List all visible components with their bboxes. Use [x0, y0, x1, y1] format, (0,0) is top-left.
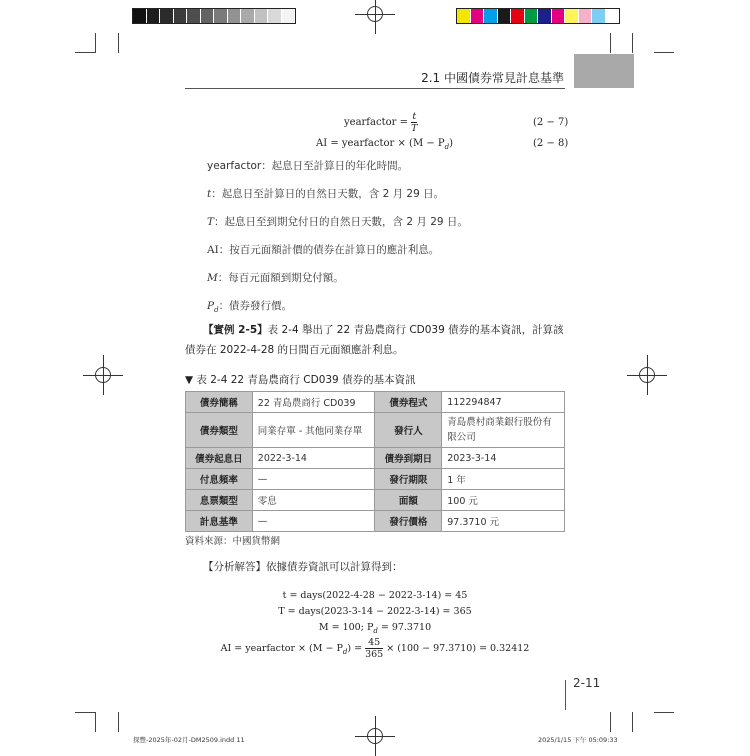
calibration-swatch	[147, 9, 161, 23]
crop-mark	[95, 33, 96, 53]
table-source: 資料來源：中國貨幣網	[185, 536, 281, 547]
crop-mark	[95, 712, 96, 732]
table-cell: 112294847	[442, 392, 565, 413]
definition-symbol: yearfactor	[207, 160, 262, 172]
table-row	[186, 469, 565, 490]
calibration-swatch	[214, 9, 228, 23]
definition-text: ：每百元面額到期兌付額。	[217, 272, 344, 284]
example-text-1: 表 2-4 舉出了 22 青島農商行 CD039 債券的基本資訊，計算該	[267, 324, 564, 336]
bond-info-table	[185, 391, 565, 532]
fraction-numerator: 45	[365, 637, 383, 649]
calibration-swatch	[525, 9, 539, 23]
definition-text: ：按百元面額計價的債券在計算日的應計利息。	[218, 244, 440, 256]
fraction-denominator: 365	[365, 649, 384, 660]
table-header-cell: 息票類型	[186, 490, 253, 511]
crop-mark	[632, 33, 633, 53]
analysis-label: 【分析解答】依據債券資訊可以計算得到：	[203, 561, 403, 573]
table-row	[186, 392, 565, 413]
table-header-cell: 債券類型	[186, 413, 253, 448]
table-cell: 同業存單 - 其他同業存單	[252, 413, 375, 448]
fraction-numerator: t	[412, 111, 417, 122]
fraction	[365, 637, 383, 660]
crop-mark	[632, 712, 633, 732]
table-cell: 97.3710 元	[442, 511, 565, 532]
calibration-swatch	[579, 9, 593, 23]
calc-line-T: T = days(2023-3-14 − 2022-3-14) = 365	[278, 606, 472, 617]
formula-lhs: yearfactor =	[344, 117, 408, 128]
definition-symbol: P	[207, 300, 215, 312]
calibration-swatch	[241, 9, 255, 23]
definition-symbol: M	[207, 272, 218, 284]
calibration-swatch	[174, 9, 188, 23]
table-cell: 2022-3-14	[252, 448, 375, 469]
table-header-cell: 付息頻率	[186, 469, 253, 490]
table-row	[186, 490, 565, 511]
crop-mark	[610, 33, 611, 53]
registration-mark-left	[83, 355, 123, 395]
definition-T	[207, 214, 468, 229]
table-cell: —	[252, 469, 375, 490]
header-rule	[185, 88, 565, 89]
crop-mark	[118, 33, 119, 53]
calc-line-AI	[0, 637, 750, 660]
footer-file-info: 探豐-2025年-02月-DM2509.indd 11	[133, 736, 245, 744]
calibration-swatch	[255, 9, 269, 23]
formula-2-8	[316, 138, 453, 151]
crop-mark	[610, 712, 611, 732]
example-paragraph	[185, 320, 564, 360]
calc-mid: ) =	[347, 643, 363, 654]
calc-line-t: t = days(2022-4-28 − 2022-3-14) = 45	[282, 590, 468, 601]
table-caption: ▼ 表 2-4 22 青島農商行 CD039 債券的基本資訊	[185, 374, 416, 386]
definition-Pd	[207, 298, 292, 314]
example-label: 【實例 2-5】	[203, 324, 268, 336]
table-header-cell: 發行期限	[375, 469, 442, 490]
chapter-tab	[574, 54, 634, 88]
color-calibration-bar	[456, 8, 620, 24]
calc-subscript: d	[342, 647, 348, 656]
definition-subscript: d	[214, 306, 219, 315]
calc-rhs: × (100 − 97.3710) = 0.32412	[386, 643, 530, 654]
crop-mark	[654, 52, 674, 53]
definition-symbol: T	[207, 216, 215, 228]
formula-2-7	[344, 111, 417, 134]
definition-text: ：債券發行價。	[218, 300, 293, 312]
calc-subscript: d	[373, 626, 378, 635]
crop-mark	[118, 712, 119, 732]
calibration-swatch	[268, 9, 282, 23]
table-row	[186, 448, 565, 469]
table-cell: —	[252, 511, 375, 532]
table-header-cell: 發行價格	[375, 511, 442, 532]
definition-symbol: t	[207, 188, 212, 200]
table-cell: 1 年	[442, 469, 565, 490]
table-header-cell: 發行人	[375, 413, 442, 448]
table-cell: 100 元	[442, 490, 565, 511]
calibration-swatch	[498, 9, 512, 23]
table-cell: 2023-3-14	[442, 448, 565, 469]
crop-mark	[75, 712, 95, 713]
example-line-2: 債券在 2022-4-28 的日間百元面額應計利息。	[185, 344, 404, 356]
crop-mark	[654, 712, 674, 713]
calc-text-end: = 97.3710	[377, 622, 432, 633]
definition-yearfactor	[207, 158, 408, 173]
definition-text: ：起息日至計算日的年化時間。	[261, 160, 409, 172]
page-number-rule	[565, 680, 566, 710]
formula-subscript: d	[444, 143, 450, 151]
calibration-swatch	[282, 9, 296, 23]
crop-mark	[75, 52, 95, 53]
calc-text: M = 100; P	[318, 622, 374, 633]
table-header-cell: 面額	[375, 490, 442, 511]
equation-number: (2 − 8)	[533, 138, 569, 149]
calc-lhs: AI = yearfactor × (M − P	[220, 643, 343, 654]
formula-close: )	[449, 138, 454, 149]
table-row	[186, 511, 565, 532]
calibration-swatch	[187, 9, 201, 23]
calibration-swatch	[484, 9, 498, 23]
table-header-cell: 債券到期日	[375, 448, 442, 469]
table-header-cell: 債券簡稱	[186, 392, 253, 413]
calibration-swatch	[133, 9, 147, 23]
calibration-swatch	[538, 9, 552, 23]
registration-mark-top	[355, 0, 395, 34]
calibration-swatch	[552, 9, 566, 23]
table-header-cell: 債券程式	[375, 392, 442, 413]
example-line-1	[185, 320, 564, 340]
definition-symbol: AI	[207, 244, 219, 256]
registration-mark-right	[627, 355, 667, 395]
calibration-swatch	[592, 9, 606, 23]
table-cell: 22 青島農商行 CD039	[252, 392, 375, 413]
table-header-cell: 計息基準	[186, 511, 253, 532]
calibration-swatch	[606, 9, 620, 23]
calibration-swatch	[201, 9, 215, 23]
running-header: 2.1 中國債券常見計息基準	[421, 71, 564, 85]
definition-t	[207, 186, 444, 201]
calc-line-M	[0, 622, 750, 635]
calibration-swatch	[457, 9, 471, 23]
formula-text: AI = yearfactor × (M − P	[316, 138, 445, 149]
calibration-swatch	[511, 9, 525, 23]
calibration-swatch	[228, 9, 242, 23]
definition-text: ：起息日至到期兌付日的自然日天數，含 2 月 29 日。	[214, 216, 468, 228]
calibration-swatch	[471, 9, 485, 23]
calibration-swatch	[160, 9, 174, 23]
page-number: 2-11	[573, 676, 601, 690]
registration-mark-bottom	[355, 716, 395, 756]
calibration-swatch	[565, 9, 579, 23]
definition-M	[207, 270, 344, 285]
table-cell: 零息	[252, 490, 375, 511]
table-header-cell: 債券起息日	[186, 448, 253, 469]
equation-number: (2 − 7)	[533, 117, 569, 128]
gray-calibration-bar	[132, 8, 296, 24]
fraction	[411, 111, 417, 134]
fraction-denominator: T	[411, 123, 418, 134]
definition-AI	[207, 242, 439, 257]
definition-text: ：起息日至計算日的自然日天數，含 2 月 29 日。	[211, 188, 445, 200]
table-row	[186, 413, 565, 448]
footer-timestamp: 2025/1/15 下午 05:09:33	[538, 736, 618, 744]
table-cell: 青島農村商業銀行股份有限公司	[442, 413, 565, 448]
